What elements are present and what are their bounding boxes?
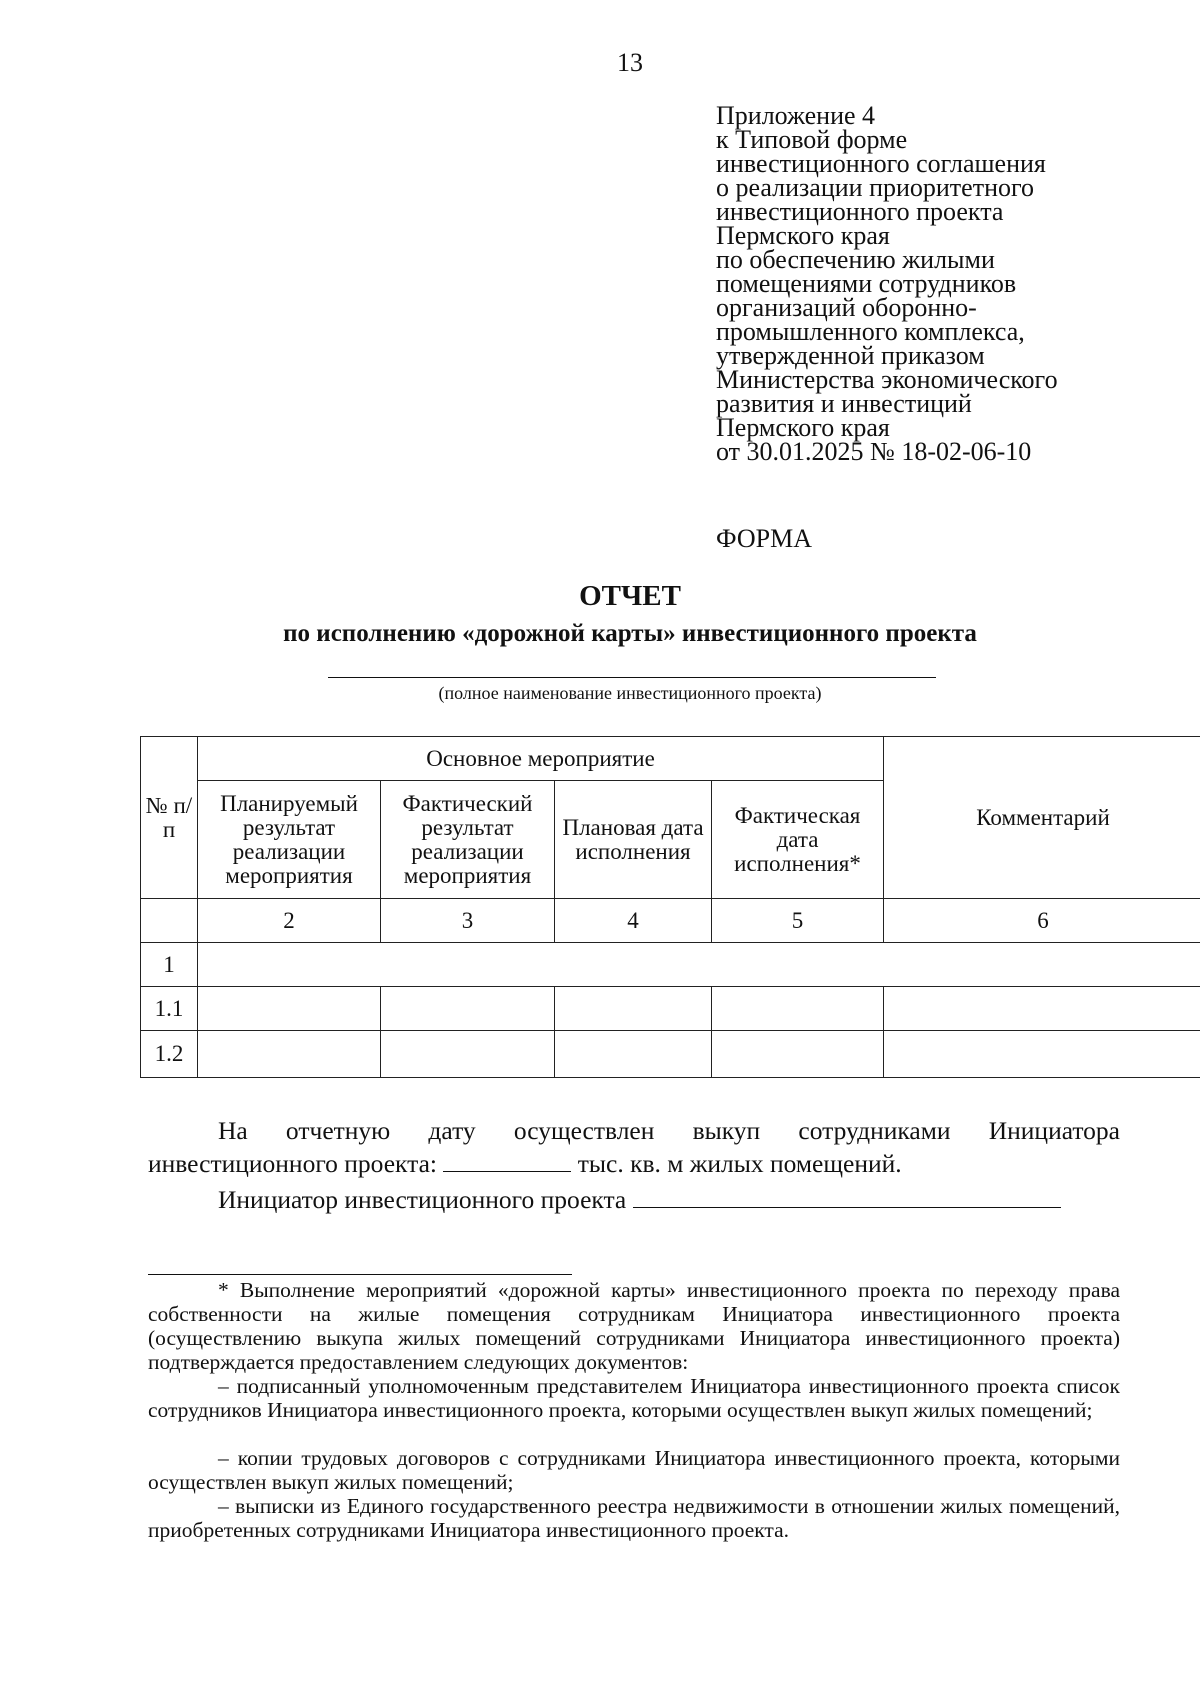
- number-cell: 6: [884, 899, 1200, 943]
- appendix-line: инвестиционного соглашения: [716, 149, 1046, 178]
- header-col-no: № п/п: [141, 737, 198, 899]
- initiator-label: Инициатор инвестиционного проекта: [218, 1185, 627, 1214]
- table-cell: [555, 987, 712, 1031]
- appendix-line: инвестиционного проекта: [716, 197, 1004, 226]
- appendix-line: Пермского края: [716, 221, 890, 250]
- row-number: 1: [141, 943, 198, 987]
- redemption-text-line1: На отчетную дату осуществлен выкуп сотрудниками Инициатора: [218, 1116, 1120, 1145]
- footnote-item-2: [148, 1446, 1120, 1494]
- report-subtitle: по исполнению «дорожной карты» инвестиционного проекта: [283, 620, 977, 647]
- table-cell: [198, 1031, 381, 1078]
- appendix-line: промышленного комплекса,: [716, 317, 1025, 346]
- table-cell: [712, 987, 884, 1031]
- project-name-caption: (полное наименование инвестиционного проекта): [438, 683, 822, 703]
- row-number: 1.2: [141, 1031, 198, 1078]
- table-cell: [198, 943, 1200, 987]
- table-cell: [712, 1031, 884, 1078]
- appendix-line: помещениями сотрудников: [716, 269, 1017, 298]
- redemption-text-a: инвестиционного проекта:: [148, 1149, 437, 1178]
- report-title: ОТЧЕТ: [579, 580, 681, 612]
- header-actual-date: Фактическая дата исполнения*: [712, 781, 884, 899]
- appendix-line: утвержденной приказом: [716, 341, 985, 370]
- area-blank-field: [443, 1147, 571, 1172]
- page-number: 13: [617, 48, 643, 77]
- appendix-line: организаций оборонно-: [716, 293, 977, 322]
- appendix-line: развития и инвестиций: [716, 389, 972, 418]
- table-cell: [884, 1031, 1200, 1078]
- project-name-line: [328, 677, 936, 678]
- initiator-paragraph: [148, 1183, 1120, 1216]
- number-cell: 4: [555, 899, 712, 943]
- number-cell: [141, 899, 198, 943]
- footnote-item-2-text: – копии трудовых договоров с сотрудниками Инициатора инвестиционного проекта, которыми осуществлен выкуп жилых помещений;: [148, 1446, 1120, 1494]
- redemption-text-b: тыс. кв. м жилых помещений.: [577, 1149, 902, 1178]
- footnote-separator: [148, 1274, 572, 1275]
- table-cell: [555, 1031, 712, 1078]
- number-cell: 2: [198, 899, 381, 943]
- redemption-paragraph-line2: [148, 1147, 1120, 1180]
- table-cell: [381, 1031, 555, 1078]
- redemption-paragraph: [148, 1115, 1120, 1147]
- footnote-item-1-text: – подписанный уполномоченным представителем Инициатора инвестиционного проекта список сотрудников Инициатора инвестиционного проекта, которыми осуществлен выкуп жилых помещений;: [148, 1374, 1120, 1422]
- appendix-line: Министерства экономического: [716, 365, 1058, 394]
- appendix-line: к Типовой форме: [716, 125, 908, 154]
- header-comment: Комментарий: [884, 737, 1200, 899]
- header-planned-result: Планируемый результат реализации мероприятия: [198, 781, 381, 899]
- roadmap-table: [140, 736, 1200, 1078]
- row-number: 1.1: [141, 987, 198, 1031]
- footnote-main-text: * Выполнение мероприятий «дорожной карты» инвестиционного проекта по переходу права собственности на жилые помещения сотрудникам Инициатора инвестиционного проекта (осуществлению выкупа жилых помещений сотрудниками Инициатора инвестиционного проекта) подтверждается предоставлением следующих документов:: [148, 1278, 1120, 1374]
- footnote-main: [148, 1278, 1120, 1374]
- table-cell: [198, 987, 381, 1031]
- table-cell: [884, 987, 1200, 1031]
- footnote-item-3-text: – выписки из Единого государственного реестра недвижимости в отношении жилых помещений, приобретенных сотрудниками Инициатора инвестиционного проекта.: [148, 1494, 1120, 1542]
- header-main-activity: Основное мероприятие: [198, 737, 884, 781]
- appendix-line: Пермского края: [716, 413, 890, 442]
- header-actual-result: Фактический результат реализации мероприятия: [381, 781, 555, 899]
- footnote-item-3: [148, 1494, 1120, 1542]
- header-planned-date: Плановая дата исполнения: [555, 781, 712, 899]
- footnote-item-1: [148, 1374, 1120, 1422]
- appendix-line: Приложение 4: [716, 101, 876, 130]
- appendix-line: от 30.01.2025 № 18-02-06-10: [716, 437, 1032, 466]
- number-cell: 3: [381, 899, 555, 943]
- appendix-line: по обеспечению жилыми: [716, 245, 995, 274]
- appendix-line: о реализации приоритетного: [716, 173, 1035, 202]
- initiator-signature-blank: [633, 1183, 1061, 1208]
- table-cell: [381, 987, 555, 1031]
- number-cell: 5: [712, 899, 884, 943]
- forma-label: ФОРМА: [716, 524, 812, 553]
- appendix-block: [716, 101, 1156, 466]
